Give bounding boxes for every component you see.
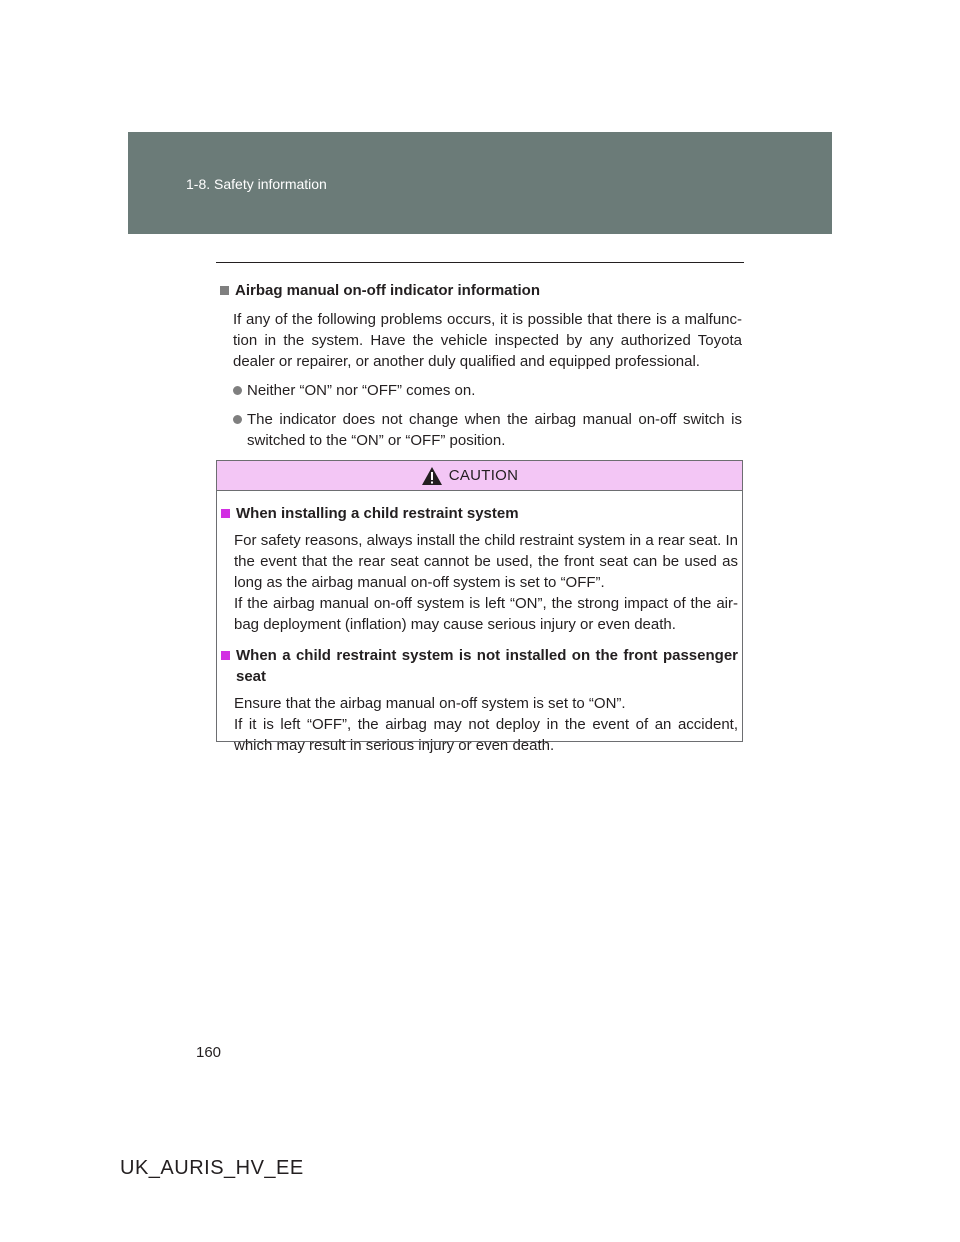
list-item xyxy=(233,380,742,401)
circle-bullet-icon xyxy=(233,415,242,424)
list-item-text: Neither “ON” nor “OFF” comes on. xyxy=(247,382,476,399)
caution-heading-text: When a child restraint system is not installed on the front passenger seat xyxy=(236,647,738,685)
caution-text: If it is left “OFF”, the airbag may not deploy in the event of an accident, which may result in serious injury or even death. xyxy=(234,716,738,754)
caution-box xyxy=(216,460,743,754)
info-intro: If any of the following problems occurs, it is possible that there is a malfunc-tion in the system. Have the vehicle inspected by any authorized Toyota dealer or repairer, or another duly qualified and equipped professional. xyxy=(233,311,742,370)
caution-body xyxy=(217,491,738,756)
caution-text: For safety reasons, always install the child restraint system in a rear seat. In the event that the rear seat cannot be used, the front seat can be used as long as the airbag manual on-off system is set to “OFF”. xyxy=(234,532,738,591)
document-code: UK_AURIS_HV_EE xyxy=(120,1157,304,1179)
caution-header xyxy=(217,461,742,491)
info-heading xyxy=(220,280,742,301)
caution-text: Ensure that the airbag manual on-off system is set to “ON”. xyxy=(234,695,626,712)
circle-bullet-icon xyxy=(233,386,242,395)
list-item-text: The indicator does not change when the airbag manual on-off switch is switched to the “ON” or “OFF” position. xyxy=(247,411,742,449)
square-bullet-icon xyxy=(221,509,230,518)
caution-heading xyxy=(221,503,738,524)
square-bullet-icon xyxy=(221,651,230,660)
info-heading-text: Airbag manual on-off indicator information xyxy=(235,282,540,299)
caution-title: CAUTION xyxy=(448,467,519,484)
caution-text: If the airbag manual on-off system is left “ON”, the strong impact of the air-bag deployment (inflation) may cause serious injury or even death. xyxy=(234,595,738,633)
header-band xyxy=(128,132,832,234)
info-section xyxy=(220,280,742,451)
divider-rule xyxy=(216,262,744,263)
caution-heading xyxy=(221,645,738,687)
warning-triangle-icon xyxy=(421,466,443,486)
page-number: 160 xyxy=(196,1044,222,1061)
list-item xyxy=(233,409,742,451)
square-bullet-icon xyxy=(220,286,229,295)
section-title: 1-8. Safety information xyxy=(186,176,327,192)
caution-heading-text: When installing a child restraint system xyxy=(236,505,519,522)
